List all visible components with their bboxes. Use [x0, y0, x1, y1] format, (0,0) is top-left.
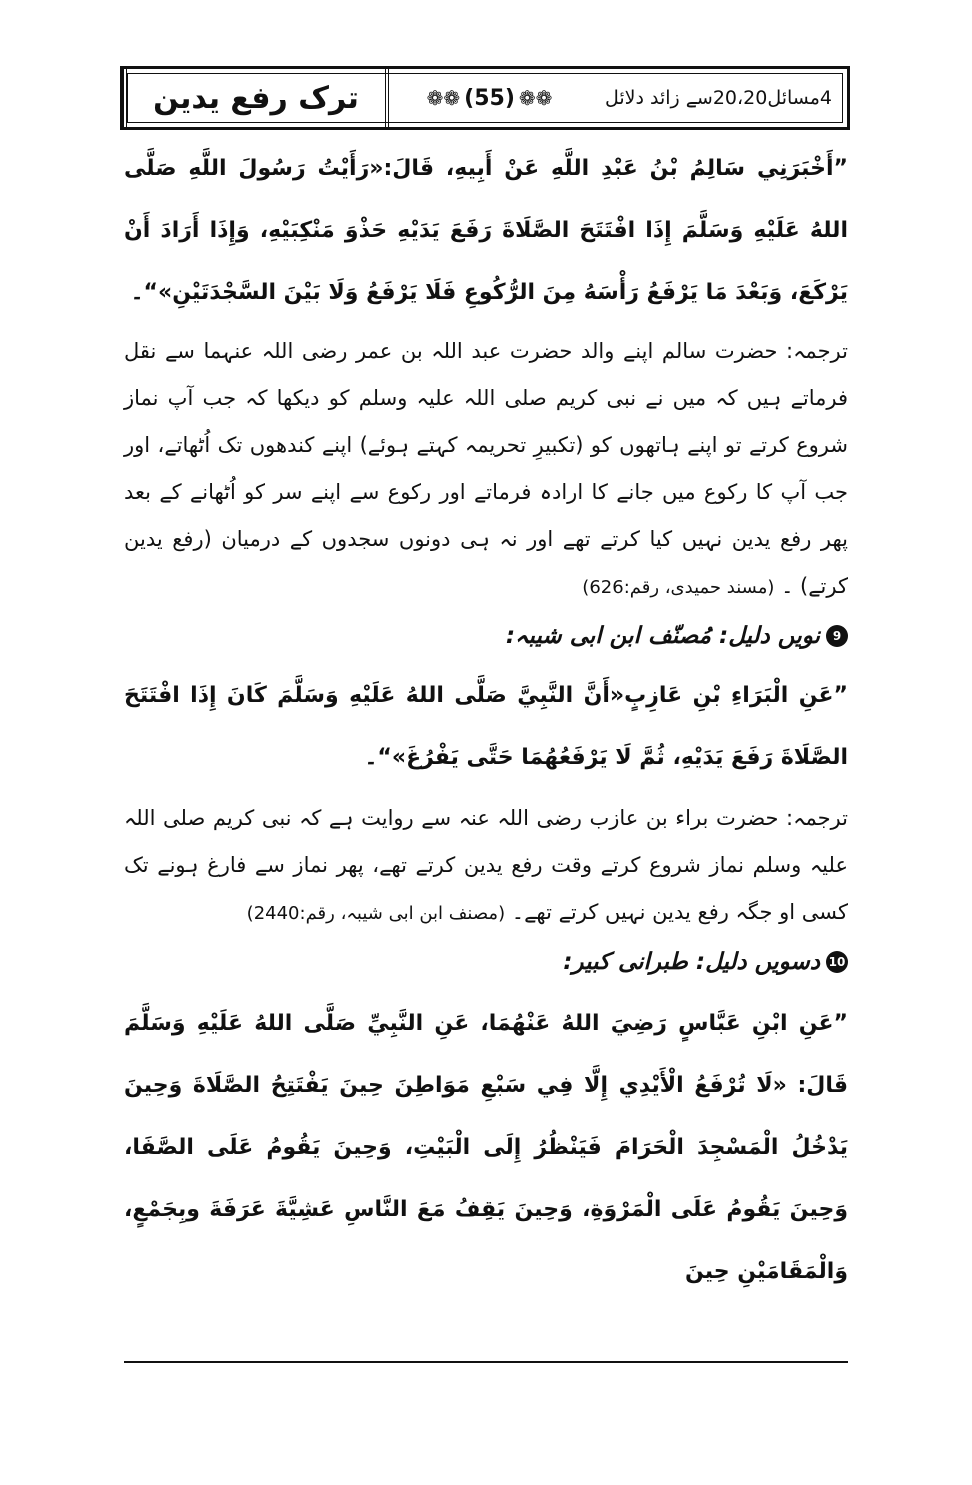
section-heading [124, 611, 848, 661]
translation-body: ترجمہ: حضرت سالم اپنے والد حضرت عبد اللہ بن عمر رضی اللہ عنہما سے نقل فرماتے ہیں کہ میں نے نبی کریم صلی اللہ علیہ وسلم کو دیکھا کہ جب آپ نماز شروع کرتے تو اپنے ہاتھوں کو (تکبیرِ تحریمہ کہتے ہوئے) اپنے کندھوں تک اُٹھاتے، اور جب آپ کا رکوع میں جانے کا ارادہ فرماتے اور رکوع سے اپنے سر کو اُٹھانے کے بعد پھر رفع یدین نہیں کیا کرتے تھے اور نہ ہی دونوں سجدوں کے درمیان (رفع یدین کرتے) ۔ [124, 339, 848, 598]
hadith-arabic-text: ”عَنِ الْبَرَاءِ بْنِ عَازِبٍ«أَنَّ النَّبِيَّ صَلَّى اللهُ عَلَيْهِ وَسَلَّمَ كَانَ إِذَا افْتَتَحَ الصَّلَاةَ رَفَعَ يَدَيْهِ، ثُمَّ لَا يَرْفَعُهُمَا حَتَّى يَفْرُغَ»“۔ [124, 683, 848, 770]
section-number-badge: 9 [826, 625, 848, 647]
section-heading-text: نویں دلیل: مُصنّف ابن ابی شیبہ: [505, 623, 820, 649]
translation-text [124, 328, 848, 611]
page-header [120, 66, 850, 130]
section-number-badge: 10 [826, 951, 848, 973]
hadith-arabic-text: ”عَنِ ابْنِ عَبَّاسٍ رَضِيَ اللهُ عَنْهُمَا، عَنِ النَّبِيِّ صَلَّى اللهُ عَلَيْهِ وَسَلَّمَ قَالَ: «لَا تُرْفَعُ الْأَيْدِي إِلَّا فِي سَبْعِ مَوَاطِنَ حِينَ يَفْتَتِحُ الصَّلَاةَ وَحِينَ يَدْخُلُ الْمَسْجِدَ الْحَرَامَ فَيَنْظُرُ إِلَى الْبَيْتِ، وَحِينَ يَقُومُ عَلَى الصَّفَا، وَحِينَ يَقُومُ عَلَى الْمَرْوَةِ، وَحِينَ يَقِفُ مَعَ النَّاسِ عَشِيَّةَ عَرَفَةَ وبِجَمْعٍ، وَالْمَقَامَيْنِ حِينَ [124, 1011, 848, 1284]
page-number-open: ( [504, 85, 515, 111]
book-title: 4مسائل20،20سے زائد دلائل [605, 87, 833, 109]
page-number: 55 [474, 85, 505, 111]
flower-ornament-icon: ❁❁ [518, 86, 553, 110]
footer-divider [124, 1361, 848, 1363]
citation: (مصنف ابن ابی شیبہ، رقم:2440) [246, 903, 506, 924]
citation: (مسند حمیدی، رقم:626) [582, 577, 775, 598]
translation-text [124, 795, 848, 937]
hadith-arabic-text: ”أَخْبَرَنِي سَالِمُ بْنُ عَبْدِ اللَّهِ عَنْ أَبِيهِ، قَالَ:«رَأَيْتُ رَسُولَ اللَّهِ صَلَّى اللهُ عَلَيْهِ وَسَلَّمَ إِذَا افْتَتَحَ الصَّلَاةَ رَفَعَ يَدَيْهِ حَذْوَ مَنْكِبَيْهِ، وَإِذَا أَرَادَ أَنْ يَرْكَعَ، وَبَعْدَ مَا يَرْفَعُ رَأْسَهُ مِنَ الرُّكُوعِ فَلَا يَرْفَعُ وَلَا بَيْنَ السَّجْدَتَيْنِ»“۔ [124, 156, 848, 305]
flower-ornament-icon: ❁❁ [426, 86, 461, 110]
translation-body: ترجمہ: حضرت براء بن عازب رضی اللہ عنہ سے روایت ہے کہ نبی کریم صلی اللہ علیہ وسلم نماز شروع کرتے وقت رفع یدین کرتے تھے، پھر نماز سے فارغ ہونے تک کسی او جگہ رفع یدین نہیں کرتے تھے۔ [124, 806, 848, 924]
page-content [124, 138, 848, 1303]
page-number-box [385, 69, 590, 127]
page-number-close: ) [464, 85, 475, 111]
section-heading-text: دسویں دلیل: طبرانی کبیر: [563, 949, 820, 975]
chapter-title: ترک رفع یدین [123, 69, 385, 127]
section-heading [124, 937, 848, 987]
